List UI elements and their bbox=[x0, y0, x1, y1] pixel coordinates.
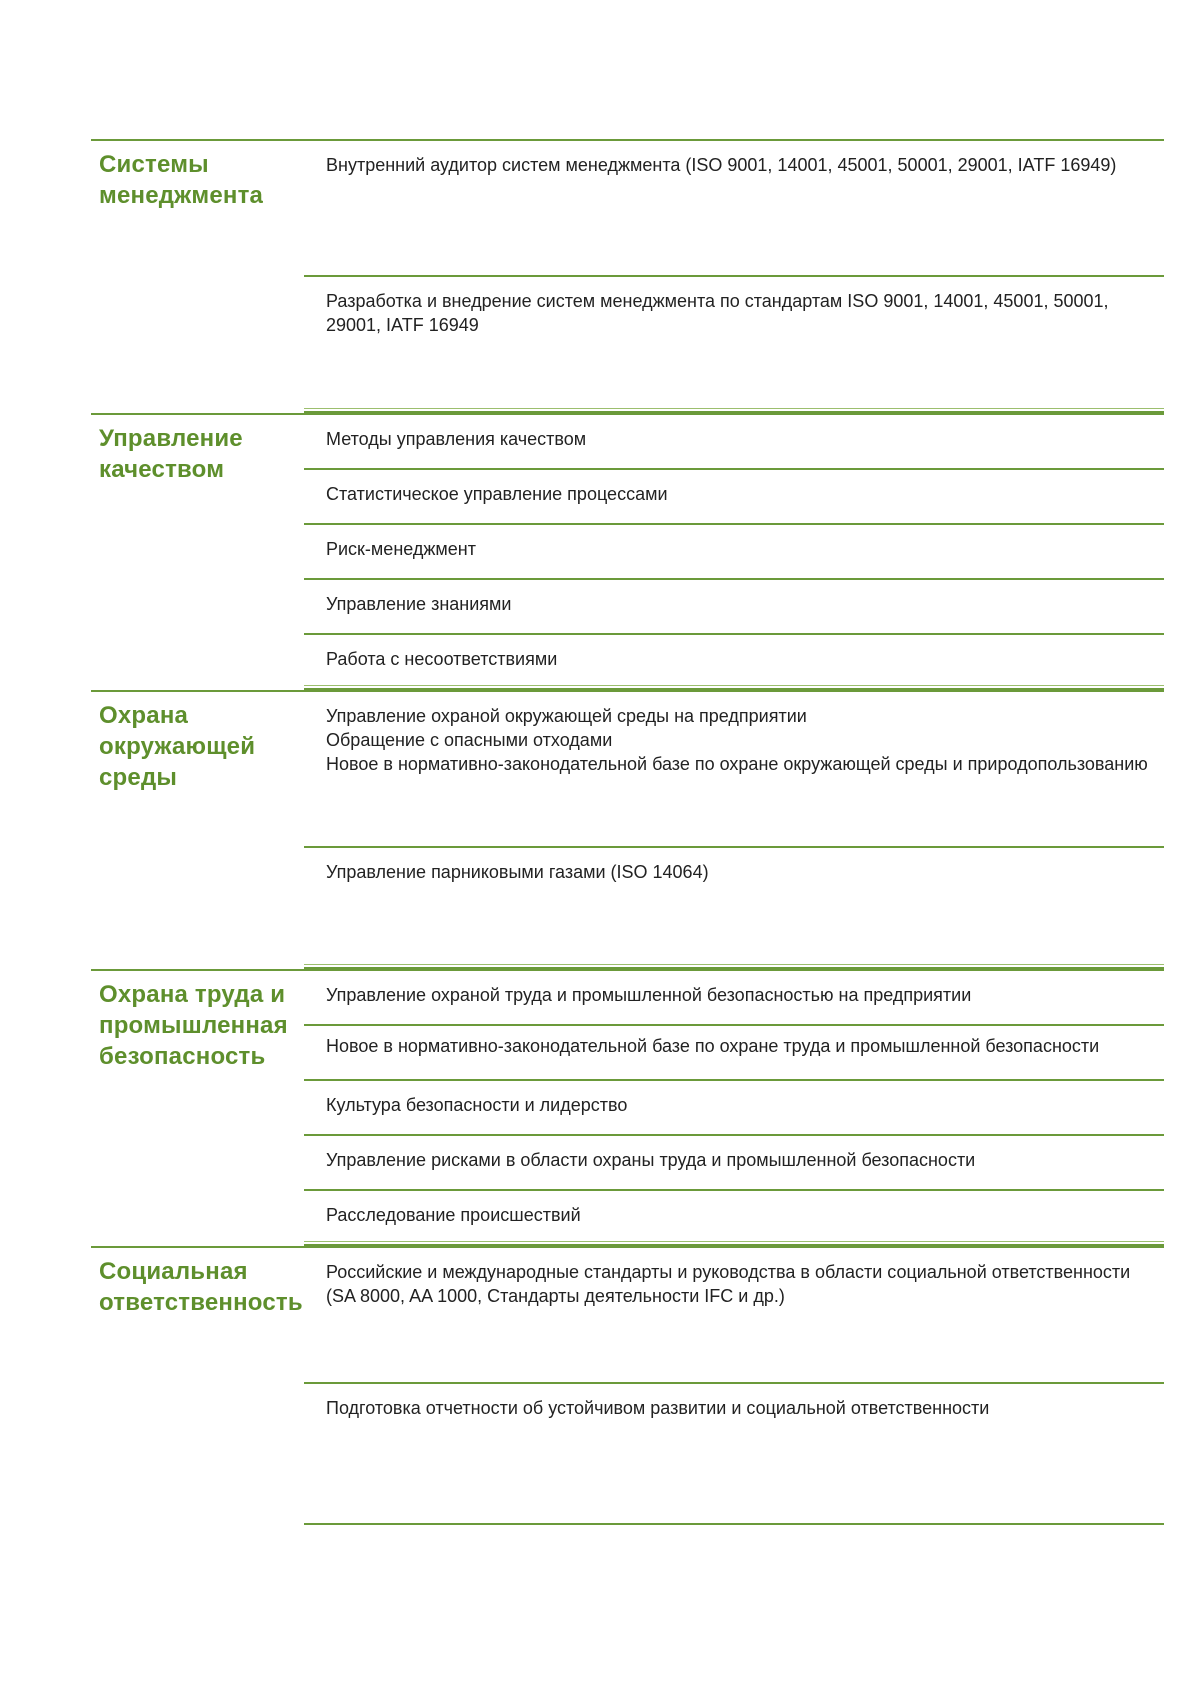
course-catalog bbox=[91, 139, 1164, 1525]
section-quality-management bbox=[91, 413, 1164, 690]
course-list bbox=[304, 971, 1164, 1246]
course-item bbox=[304, 635, 1164, 690]
course-text: Методы управления качеством bbox=[326, 429, 587, 449]
course-item bbox=[304, 1136, 1164, 1191]
section-social-responsibility bbox=[91, 1246, 1164, 1525]
course-item bbox=[304, 415, 1164, 470]
section-title: Социальная ответственность bbox=[99, 1258, 303, 1316]
course-text: Риск-менеджмент bbox=[326, 539, 476, 559]
course-list bbox=[304, 1248, 1164, 1525]
course-item bbox=[304, 1081, 1164, 1136]
section-title: Охрана труда и промышленная безопасность bbox=[99, 981, 288, 1070]
course-list bbox=[304, 141, 1164, 413]
course-item bbox=[304, 277, 1164, 413]
course-item bbox=[304, 848, 1164, 969]
course-text: Новое в нормативно-законодательной базе по охране труда и промышленной безопасности bbox=[326, 1036, 1100, 1056]
section-title: Охрана окружающей среды bbox=[99, 702, 256, 791]
course-list bbox=[304, 415, 1164, 690]
course-text: Управление охраной труда и промышленной безопасностью на предприятии bbox=[326, 985, 972, 1005]
course-text: Управление рисками в области охраны труда и промышленной безопасности bbox=[326, 1150, 976, 1170]
course-item bbox=[304, 1026, 1164, 1081]
course-text: Российские и международные стандарты и руководства в области социальной ответственности (SA 8000, AA 1000, Стандарты деятельности IFC и др.) bbox=[326, 1262, 1131, 1306]
section-title: Системы менеджмента bbox=[99, 151, 264, 209]
section-environmental-protection bbox=[91, 690, 1164, 969]
course-text: Обращение с опасными отходами bbox=[326, 730, 613, 750]
course-list bbox=[304, 692, 1164, 969]
section-management-systems bbox=[91, 139, 1164, 413]
course-item bbox=[304, 1191, 1164, 1246]
course-item bbox=[304, 470, 1164, 525]
course-text: Внутренний аудитор систем менеджмента (ISO 9001, 14001, 45001, 50001, 29001, IATF 16949) bbox=[326, 155, 1117, 175]
course-item bbox=[304, 1384, 1164, 1525]
course-item bbox=[304, 971, 1164, 1026]
course-text: Управление парниковыми газами (ISO 14064) bbox=[326, 862, 709, 882]
section-title: Управление качеством bbox=[99, 425, 243, 483]
course-text: Управление охраной окружающей среды на предприятии bbox=[326, 706, 807, 726]
course-text: Статистическое управление процессами bbox=[326, 484, 668, 504]
course-item bbox=[304, 692, 1164, 848]
course-text: Расследование происшествий bbox=[326, 1205, 581, 1225]
course-text: Разработка и внедрение систем менеджмента по стандартам ISO 9001, 14001, 45001, 50001, 29001, IATF 16949 bbox=[326, 291, 1109, 335]
course-item bbox=[304, 525, 1164, 580]
section-occupational-safety bbox=[91, 969, 1164, 1246]
course-text: Культура безопасности и лидерство bbox=[326, 1095, 628, 1115]
course-item bbox=[304, 141, 1164, 277]
course-text: Новое в нормативно-законодательной базе по охране окружающей среды и природопользованию bbox=[326, 754, 1148, 774]
course-text: Работа с несоответствиями bbox=[326, 649, 558, 669]
course-item bbox=[304, 580, 1164, 635]
course-text: Управление знаниями bbox=[326, 594, 512, 614]
course-text: Подготовка отчетности об устойчивом развитии и социальной ответственности bbox=[326, 1398, 990, 1418]
course-item bbox=[304, 1248, 1164, 1384]
